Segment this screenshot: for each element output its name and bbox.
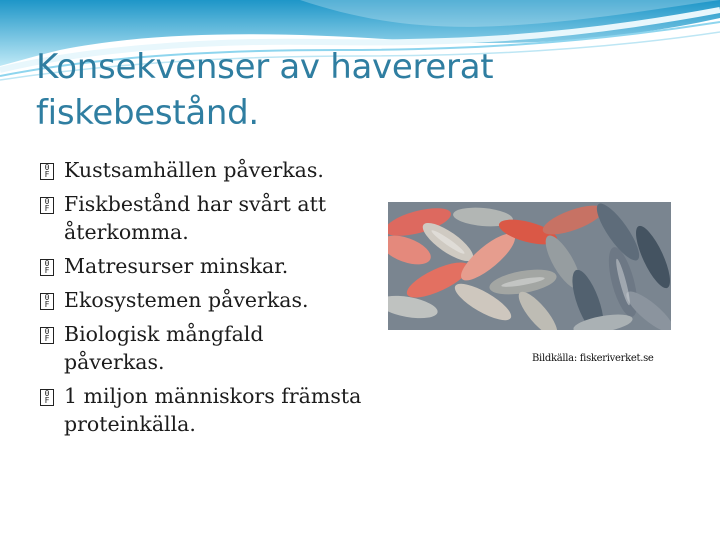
bullet-item bbox=[40, 286, 370, 314]
bullet-item bbox=[40, 320, 370, 376]
fish-photo bbox=[388, 202, 671, 330]
bullet-item bbox=[40, 156, 370, 184]
slide-title: Konsekvenser av havererat fiskebestånd. bbox=[36, 47, 494, 133]
bullet-text: 1 miljon människors främsta proteinkälla. bbox=[64, 384, 362, 436]
missing-glyph-icon: 0 F bbox=[40, 293, 54, 310]
bullet-text: Fiskbestånd har svårt att återkomma. bbox=[64, 192, 327, 244]
bullet-item bbox=[40, 190, 370, 246]
bullet-text: Ekosystemen påverkas. bbox=[64, 288, 309, 312]
bullet-text: Kustsamhällen påverkas. bbox=[64, 158, 324, 182]
bullet-text: Matresurser minskar. bbox=[64, 254, 289, 278]
missing-glyph-icon: 0 F bbox=[40, 389, 54, 406]
bullet-item bbox=[40, 382, 370, 438]
bullet-text: Biologisk mångfald påverkas. bbox=[64, 322, 264, 374]
missing-glyph-icon: 0 F bbox=[40, 197, 54, 214]
image-source-caption: Bildkälla: fiskeriverket.se bbox=[532, 353, 654, 364]
missing-glyph-icon: 0 F bbox=[40, 259, 54, 276]
bullet-list bbox=[40, 156, 370, 444]
missing-glyph-icon: 0 F bbox=[40, 163, 54, 180]
bullet-item bbox=[40, 252, 370, 280]
missing-glyph-icon: 0 F bbox=[40, 327, 54, 344]
